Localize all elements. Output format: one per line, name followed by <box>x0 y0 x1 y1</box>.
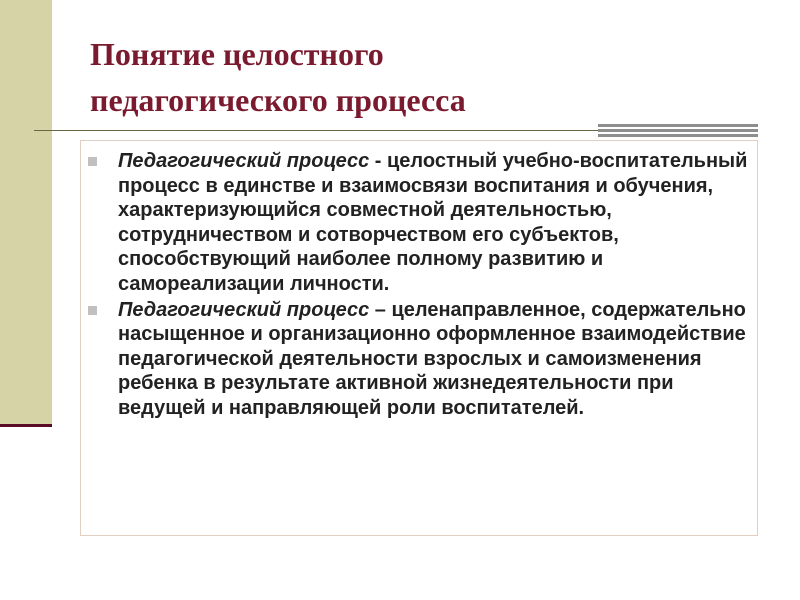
slide-title <box>90 31 730 123</box>
slide-title-line-2: педагогического процесса <box>90 82 466 118</box>
bullet-term: Педагогический процесс <box>118 150 370 172</box>
title-divider-accent <box>598 124 758 140</box>
bullet-definition: - целостный учебно-воспитательный процесс в единстве и взаимосвязи воспитания и обучения, характеризующийся совместной деятельностью, сотрудничеством и сотворчеством его субъектов, способствующий наиболее полному развитию и самореализации личности. <box>118 150 748 295</box>
bullet-item <box>85 149 750 297</box>
bullet-list <box>85 149 750 422</box>
bullet-item <box>85 298 750 421</box>
left-bar-underline <box>0 424 52 427</box>
bullet-term: Педагогический процесс <box>118 298 370 321</box>
accent-stripe <box>598 129 758 132</box>
accent-stripe <box>598 134 758 137</box>
bullet-definition: – целенаправленное, содержательно насыщенное и организационно оформленное взаимодействие педагогической деятельности взрослых и самоизменения ребенка в результате активной жизнедеятельности при ведущей и направляющей роли воспитателей. <box>118 298 746 419</box>
left-decorative-bar <box>0 0 52 427</box>
accent-stripe <box>598 124 758 127</box>
title-divider-line <box>34 130 598 131</box>
square-bullet-icon <box>88 157 97 166</box>
slide-title-line-1: Понятие целостного <box>90 36 384 72</box>
square-bullet-icon <box>88 306 97 315</box>
